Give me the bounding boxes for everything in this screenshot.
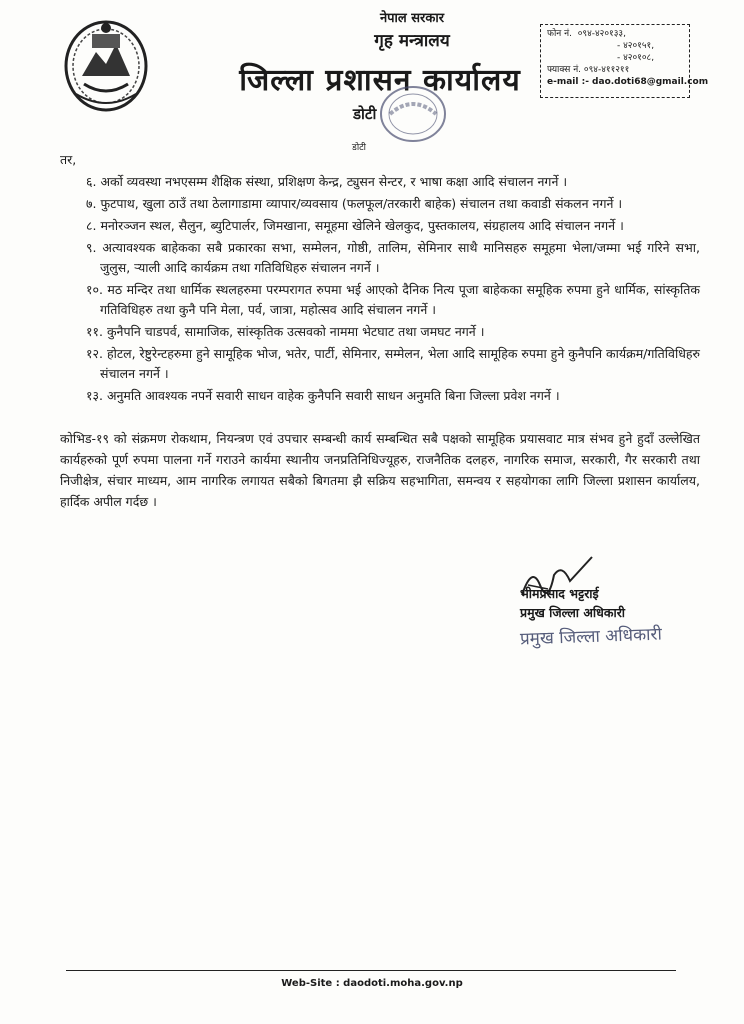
phone-3: - ४२०१०८,	[617, 53, 655, 63]
email-text: e-mail :- dao.doti68@gmail.com	[547, 77, 709, 87]
list-item: ६. अर्को व्यवस्था नभएसम्म शैक्षिक संस्था, प्रशिक्षण केन्द्र, ट्युसन सेन्टर, र भाषा कक्षा आदि संचालन नगर्ने ।	[86, 174, 568, 189]
phone-1: ०९४-४२०१३३,	[577, 29, 626, 39]
list-item: ११. कुनैपनि चाडपर्व, सामाजिक, सांस्कृतिक उत्सवको नाममा भेटघाट तथा जमघट नगर्ने ।	[86, 324, 485, 339]
list-item: १२. होटल, रेष्टुरेन्टहरुमा हुने सामूहिक भोज, भतेर, पार्टी, सेमिनार, सम्मेलन, भेला आदि सामूहिक रुपमा हुने कुनैपनि कार्यक्रम/गतिविधिहरु संचालन नगर्ने ।	[86, 346, 701, 381]
ministry-name: गृह मन्त्रालय	[374, 31, 450, 51]
place-small: डोटी	[352, 143, 367, 153]
footer-website: Web-Site : daodoti.moha.gov.np	[281, 978, 463, 989]
fax-number: ०९४-४११२११	[583, 65, 630, 75]
contact-box	[540, 24, 709, 98]
office-place: डोटी	[353, 105, 377, 123]
list-item: १३. अनुमति आवश्यक नपर्ने सवारी साधन वाहेक कुनैपनि सवारी साधन अनुमति बिना जिल्ला प्रवेश नगर्ने ।	[86, 388, 560, 403]
fax-label: फ्याक्स नं.	[547, 65, 582, 75]
list-item: ७. फुटपाथ, खुला ठाउँ तथा ठेलागाडामा व्यापार/व्यवसाय (फलफूल/तरकारी बाहेक) संचालन तथा कवाडी संकलन नगर्ने ।	[86, 196, 623, 211]
list-item: १०. मठ मन्दिर तथा धार्मिक स्थलहरुमा परम्परागत रुपमा भई आएको दैनिक नित्य पूजा बाहेकका समूहिक रुपमा हुने धार्मिक, सांस्कृतिक गतिविधिहरु तथा कुनै पनि मेला, पर्व, जात्रा, महोत्सव आदि संचालन नगर्ने ।	[86, 282, 700, 317]
signatory-name: भीमप्रसाद भट्टराई	[520, 586, 599, 601]
signatory-title: प्रमुख जिल्ला अधिकारी	[520, 605, 626, 620]
phone-2: - ४२०१५१,	[617, 41, 655, 51]
footer-divider	[66, 970, 676, 971]
government-name: नेपाल सरकार	[379, 11, 445, 26]
list-item: ९. अत्यावश्यक बाहेकका सबै प्रकारका सभा, सम्मेलन, गोष्ठी, तालिम, सेमिनार साथै मानिसहरु समूहमा भेला/जम्मा भई गरिने सभा, जुलुस, ऱ्याली आदि कार्यक्रम तथा गतिविधिहरु संचालन नगर्ने ।	[86, 240, 700, 275]
office-stamp-icon	[378, 84, 448, 144]
closing-paragraph: कोभिड-१९ को संक्रमण रोकथाम, नियन्त्रण एवं उपचार सम्बन्धी कार्य सम्बन्धित सबै पक्षको सामूहिक प्रयासवाट मात्र संभव हुने हुदाँ उल्लेखित कार्यहरुको पूर्ण रुपमा पालना गर्ने गराउने कार्यमा स्थानीय जनप्रतिनिधिज्यूहरु, राजनैतिक दलहरु, नागरिक समाज, सरकारी, गैर सरकारी तथा निजीक्षेत्र, संचार माध्यम, आम नागरिक लगायत सबैको बिगतमा झै सक्रिय सहभागिता, समन्वय र सहयोगका लागि जिल्ला प्रशासन कार्यालय, हार्दिक अपील गर्दछ ।	[60, 431, 700, 509]
office-name: जिल्ला प्रशासन कार्यालय	[239, 63, 521, 98]
intro-text: तर,	[60, 152, 77, 167]
list-item: ८. मनोरञ्जन स्थल, सैलुन, ब्युटिपार्लर, जिमखाना, समूहमा खेलिने खेलकुद, पुस्तकालय, संग्रहालय आदि संचालन नगर्ने ।	[86, 218, 624, 233]
letter-body	[60, 150, 700, 512]
phone-label: फोन नं.	[547, 29, 572, 39]
designation-stamp: प्रमुख जिल्ला अधिकारी	[519, 624, 663, 650]
